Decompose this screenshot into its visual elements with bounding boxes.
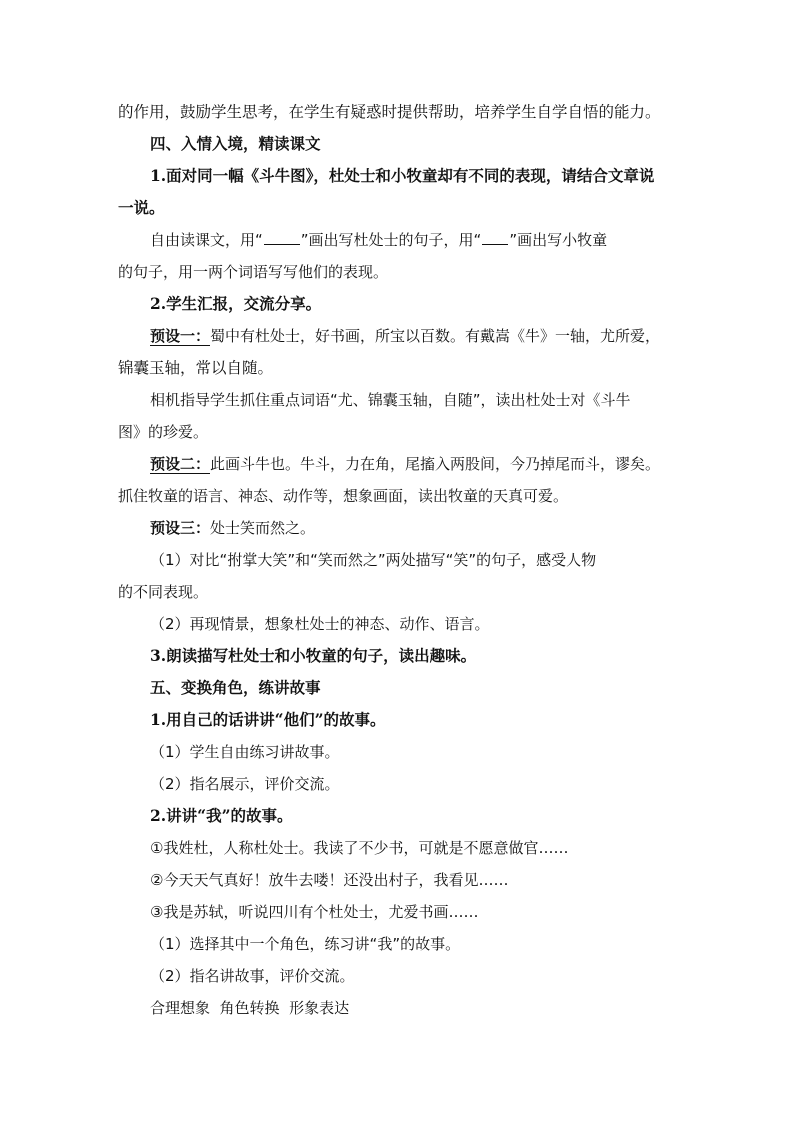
story-prompt-1: ①我姓杜，人称杜处士。我读了不少书，可就是不愿意做官……: [150, 839, 569, 857]
instruction-line: [150, 230, 607, 250]
instruction-line-cont: 的句子，用一两个词语写写他们的表现。: [118, 263, 389, 281]
preset-3-text: 处士笑而然之。: [210, 519, 316, 537]
substep-5-1-1: （1）学生自由练习讲故事。: [150, 743, 340, 761]
guidance-line-cont: 图》的珍爱。: [118, 423, 209, 441]
board-summary: 合理想象 角色转换 形象表达: [150, 999, 350, 1017]
step-5-1: 1.用自己的话讲讲“他们”的故事。: [150, 710, 386, 729]
wavy-underline-blank: [482, 231, 508, 245]
preset-3: [150, 518, 315, 538]
instruction-text-c: ”画出写小牧童: [509, 231, 608, 249]
preset-1: [150, 326, 660, 346]
instruction-text-a: 自由读课文，用“: [150, 231, 263, 249]
straight-underline-blank: [264, 231, 300, 245]
preset-3-label: 预设三：: [150, 519, 211, 537]
story-prompt-3: ③我是苏轼，听说四川有个杜处士，尤爱书画……: [150, 903, 479, 921]
step-3: 3.朗读描写杜处士和小牧童的句子，读出趣味。: [150, 646, 477, 665]
preset-2: [150, 454, 660, 474]
guidance-line-2: 抓住牧童的语言、神态、动作等，想象画面，读出牧童的天真可爱。: [118, 487, 569, 505]
substep-5-2-2: （2）指名讲故事，评价交流。: [150, 967, 355, 985]
question-1: 1.面对同一幅《斗牛图》，杜处士和小牧童却有不同的表现，请结合文章说: [150, 166, 655, 185]
substep-5-2-1: （1）选择其中一个角色，练习讲“我”的故事。: [150, 935, 461, 953]
preset-1-text: 蜀中有杜处士，好书画，所宝以百数。有戴嵩《牛》一轴，尤所爱，: [210, 327, 661, 345]
substep-5-1-2: （2）指名展示，评价交流。: [150, 775, 340, 793]
question-1-cont: 一说。: [118, 198, 165, 217]
preset-2-text: 此画斗牛也。牛斗，力在角，尾搐入两股间，今乃掉尾而斗，谬矣。: [210, 455, 661, 473]
instruction-text-b: ”画出写杜处士的句子，用“: [300, 231, 482, 249]
preset-1-label: 预设一：: [150, 327, 211, 345]
step-5-2: 2.讲讲“我”的故事。: [150, 806, 293, 825]
section-heading-5: 五、变换角色，练讲故事: [150, 678, 321, 697]
step-2: 2.学生汇报，交流分享。: [150, 294, 322, 313]
substep-1: （1）对比“拊掌大笑”和“笑而然之”两处描写“笑”的句子，感受人物: [150, 551, 597, 569]
preset-2-label: 预设二：: [150, 455, 211, 473]
paragraph-line: 的作用，鼓励学生思考，在学生有疑惑时提供帮助，培养学生自学自悟的能力。: [118, 103, 661, 121]
preset-1-cont: 锦囊玉轴，常以自随。: [118, 359, 274, 377]
substep-1-cont: 的不同表现。: [118, 583, 209, 601]
story-prompt-2: ②今天天气真好！放牛去喽！还没出村子，我看见……: [150, 871, 509, 889]
section-heading-4: 四、入情入境，精读课文: [150, 134, 321, 153]
guidance-line: 相机指导学生抓住重点词语“尤、锦囊玉轴，自随”，读出杜处士对《斗牛: [150, 391, 631, 409]
substep-2: （2）再现情景，想象杜处士的神态、动作、语言。: [150, 615, 490, 633]
